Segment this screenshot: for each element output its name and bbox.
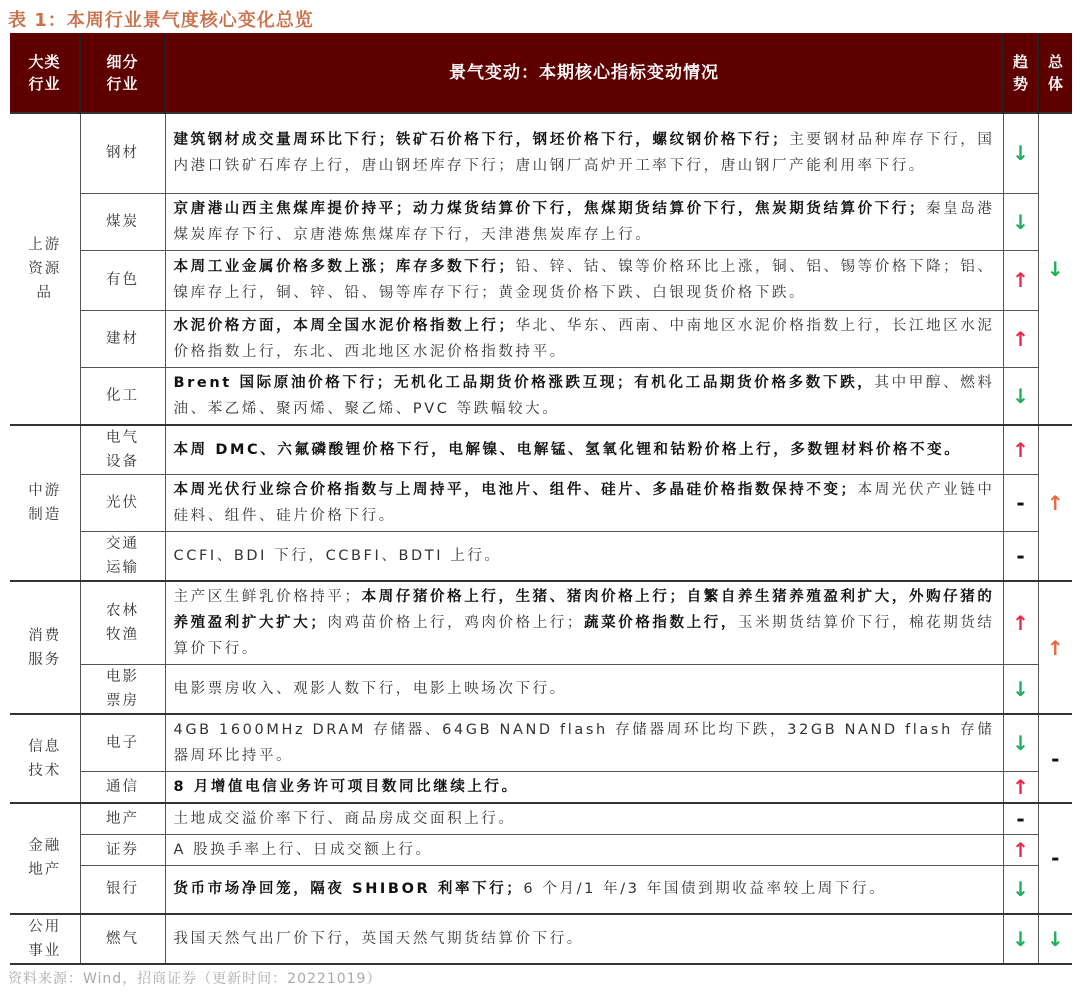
- category-label: 公用事业: [28, 918, 62, 959]
- content-segment: 电影票房收入、观影人数下行，电影上映场次下行。: [173, 681, 567, 697]
- content-cell: [165, 835, 1003, 866]
- content-cell: [165, 193, 1003, 250]
- category-cell: [10, 803, 80, 914]
- trend-dash-icon: -: [1003, 532, 1038, 582]
- category-cell: [10, 714, 80, 803]
- table-row: [10, 772, 1072, 804]
- source-note: 资料来源：Wind，招商证券（更新时间：20221019）: [8, 970, 382, 987]
- content-cell: [165, 250, 1003, 310]
- header-subcategory: 细分 行业: [80, 33, 165, 113]
- trend-up-arrow-icon: ↑: [1003, 772, 1038, 804]
- subcategory-cell: [80, 425, 165, 475]
- content-cell: [165, 425, 1003, 475]
- table-title: 表 1：本周行业景气度核心变化总览: [8, 10, 314, 31]
- content-segment: 货币市场净回笼，隔夜 SHIBOR 利率下行；: [173, 881, 524, 898]
- subcategory-label: 电气设备: [105, 429, 139, 470]
- content-segment: 玉米期货结算价下行，棉花期货结算价下行。: [173, 615, 995, 657]
- category-label: 信息技术: [28, 738, 62, 779]
- subcategory-label: 光伏: [105, 495, 139, 511]
- table-row: [10, 367, 1072, 425]
- subcategory-cell: [80, 714, 165, 772]
- trend-up-arrow-icon: ↑: [1003, 310, 1038, 367]
- category-cell: [10, 113, 80, 425]
- content-segment: CCFI、BDI 下行，CCBFI、BDTI 上行。: [173, 548, 502, 564]
- category-label: 中游制造: [28, 482, 62, 523]
- content-segment: 本周光伏行业综合价格指数与上周持平，电池片、组件、硅片、多晶硅价格指数保持不变；: [173, 482, 858, 498]
- trend-down-arrow-icon: ↓: [1003, 914, 1038, 964]
- table-row: [10, 581, 1072, 665]
- content-cell: [165, 581, 1003, 665]
- trend-down-arrow-icon: ↓: [1003, 665, 1038, 715]
- content-cell: [165, 714, 1003, 772]
- trend-dash-icon: -: [1003, 475, 1038, 532]
- content-segment: 京唐港山西主焦煤库提价持平；动力煤货结算价下行，焦煤期货结算价下行，焦炭期货结算价下行；: [173, 200, 927, 217]
- category-cell: [10, 914, 80, 964]
- table-header: [10, 33, 1072, 113]
- content-segment: 本周 DMC、六氟磷酸锂价格下行，电解镍、电解锰、氢氧化锂和钴粉价格上行，多数锂材料价格不变。: [173, 441, 962, 458]
- subcategory-label: 地产: [105, 811, 139, 827]
- content-segment: 华北、华东、西南、中南地区水泥价格指数上行，长江地区水泥价格指数上行，东北、西北地区水泥价格指数持平。: [173, 317, 995, 360]
- category-label: 上游资源品: [28, 236, 62, 301]
- trend-down-arrow-icon: ↓: [1003, 367, 1038, 425]
- content-cell: [165, 803, 1003, 835]
- table-row: [10, 914, 1072, 964]
- overall-dash-icon: -: [1038, 714, 1072, 803]
- subcategory-label: 有色: [105, 272, 139, 288]
- trend-up-arrow-icon: ↑: [1003, 425, 1038, 475]
- subcategory-label: 农林牧渔: [105, 603, 139, 643]
- table-row: [10, 532, 1072, 582]
- overall-down-arrow-icon: ↓: [1038, 113, 1072, 425]
- subcategory-cell: [80, 367, 165, 425]
- subcategory-cell: [80, 772, 165, 804]
- table-row: [10, 250, 1072, 310]
- subcategory-label: 化工: [105, 387, 139, 404]
- subcategory-cell: [80, 803, 165, 835]
- content-cell: [165, 532, 1003, 582]
- subcategory-cell: [80, 665, 165, 715]
- content-segment: 6 个月/1 年/3 年国债到期收益率较上周下行。: [523, 881, 887, 898]
- category-cell: [10, 581, 80, 714]
- subcategory-label: 钢材: [105, 145, 139, 162]
- category-cell: [10, 425, 80, 582]
- content-segment: 主要钢材品种库存下行，国内港口铁矿石库存上行，唐山钢坯库存下行；唐山钢厂高炉开工率下行，唐山钢厂产能利用率下行。: [173, 132, 995, 175]
- content-cell: [165, 113, 1003, 193]
- content-segment: 蔬菜价格指数上行，: [584, 615, 738, 631]
- overall-down-arrow-icon: ↓: [1038, 914, 1072, 964]
- trend-up-arrow-icon: ↑: [1003, 581, 1038, 665]
- content-cell: [165, 914, 1003, 964]
- content-cell: [165, 772, 1003, 804]
- table-row: [10, 803, 1072, 835]
- content-segment: 我国天然气出厂价下行，英国天然气期货结算价下行。: [173, 930, 584, 947]
- trend-down-arrow-icon: ↓: [1003, 866, 1038, 914]
- table-row: [10, 835, 1072, 866]
- subcategory-label: 通信: [105, 779, 139, 795]
- content-segment: A 股换手率上行、日成交额上行。: [173, 842, 433, 858]
- header-overall: 总体: [1038, 33, 1072, 113]
- content-segment: 其中甲醇、燃料油、苯乙烯、聚丙烯、聚乙烯、PVC 等跌幅较大。: [173, 374, 995, 417]
- trend-down-arrow-icon: ↓: [1003, 193, 1038, 250]
- subcategory-cell: [80, 193, 165, 250]
- trend-down-arrow-icon: ↓: [1003, 113, 1038, 193]
- header-category: 大类 行业: [10, 33, 80, 113]
- content-segment: 土地成交溢价率下行、商品房成交面积上行。: [173, 811, 516, 827]
- table-row: [10, 665, 1072, 715]
- subcategory-cell: [80, 866, 165, 914]
- subcategory-label: 燃气: [105, 930, 139, 947]
- content-segment: 秦皇岛港煤炭库存下行、京唐港炼焦煤库存下行，天津港焦炭库存上行。: [173, 200, 995, 243]
- subcategory-label: 电影票房: [105, 669, 139, 709]
- subcategory-cell: [80, 475, 165, 532]
- table-row: [10, 310, 1072, 367]
- content-segment: 本周工业金属价格多数上涨；库存多数下行；: [173, 259, 516, 275]
- content-segment: 建筑钢材成交量周环比下行；铁矿石价格下行，钢坯价格下行，螺纹钢价格下行；: [173, 132, 790, 149]
- table-row: [10, 193, 1072, 250]
- table-row: [10, 425, 1072, 475]
- subcategory-cell: [80, 113, 165, 193]
- content-cell: [165, 310, 1003, 367]
- table-row: [10, 714, 1072, 772]
- content-cell: [165, 475, 1003, 532]
- subcategory-cell: [80, 914, 165, 964]
- content-cell: [165, 866, 1003, 914]
- trend-dash-icon: -: [1003, 803, 1038, 835]
- subcategory-label: 交通运输: [105, 536, 139, 576]
- content-segment: Brent 国际原油价格下行；无机化工品期货价格涨跌互现；有机化工品期货价格多数下跌，: [173, 374, 875, 391]
- content-cell: [165, 665, 1003, 715]
- subcategory-label: 建材: [105, 330, 139, 347]
- header-content: 景气变动：本期核心指标变动情况: [165, 33, 1003, 113]
- content-segment: 铅、锌、钴、镍等价格环比上涨，铜、铝、锡等价格下降；铝、镍库存上行，铜、锌、铅、锡等库存下行；黄金现货价格下跌、白银现货价格下跌。: [173, 259, 995, 301]
- content-segment: 主产区生鲜乳价格持平；: [173, 589, 362, 605]
- overall-dash-icon: -: [1038, 803, 1072, 914]
- category-label: 消费服务: [28, 627, 62, 668]
- subcategory-label: 银行: [105, 881, 139, 898]
- content-segment: 本周光伏产业链中硅料、组件、硅片价格下行。: [173, 482, 995, 524]
- industry-summary-table: [10, 33, 1072, 965]
- content-segment: 水泥价格方面，本周全国水泥价格指数上行；: [173, 317, 516, 334]
- header-trend: 趋势: [1003, 33, 1038, 113]
- trend-down-arrow-icon: ↓: [1003, 714, 1038, 772]
- content-segment: 肉鸡苗价格上行，鸡肉价格上行；: [327, 615, 584, 631]
- subcategory-cell: [80, 835, 165, 866]
- subcategory-label: 证券: [105, 842, 139, 858]
- category-label: 金融地产: [28, 838, 62, 879]
- subcategory-cell: [80, 532, 165, 582]
- trend-up-arrow-icon: ↑: [1003, 835, 1038, 866]
- table-row: [10, 866, 1072, 914]
- overall-up-arrow-icon: ↑: [1038, 581, 1072, 714]
- subcategory-label: 煤炭: [105, 213, 139, 230]
- content-segment: 本周仔猪价格上行，生猪、猪肉价格上行；自繁自养生猪养殖盈利扩大，外购仔猪的养殖盈利扩大扩大；: [173, 589, 995, 631]
- subcategory-label: 电子: [105, 735, 139, 751]
- overall-up-arrow-icon: ↑: [1038, 425, 1072, 582]
- table-row: [10, 113, 1072, 193]
- subcategory-cell: [80, 250, 165, 310]
- trend-up-arrow-icon: ↑: [1003, 250, 1038, 310]
- content-segment: 8 月增值电信业务许可项目数同比继续上行。: [173, 779, 519, 795]
- subcategory-cell: [80, 581, 165, 665]
- content-cell: [165, 367, 1003, 425]
- table-row: [10, 475, 1072, 532]
- subcategory-cell: [80, 310, 165, 367]
- content-segment: 4GB 1600MHz DRAM 存储器、64GB NAND flash 存储器周环比均下跌，32GB NAND flash 存储器周环比持平。: [173, 722, 995, 764]
